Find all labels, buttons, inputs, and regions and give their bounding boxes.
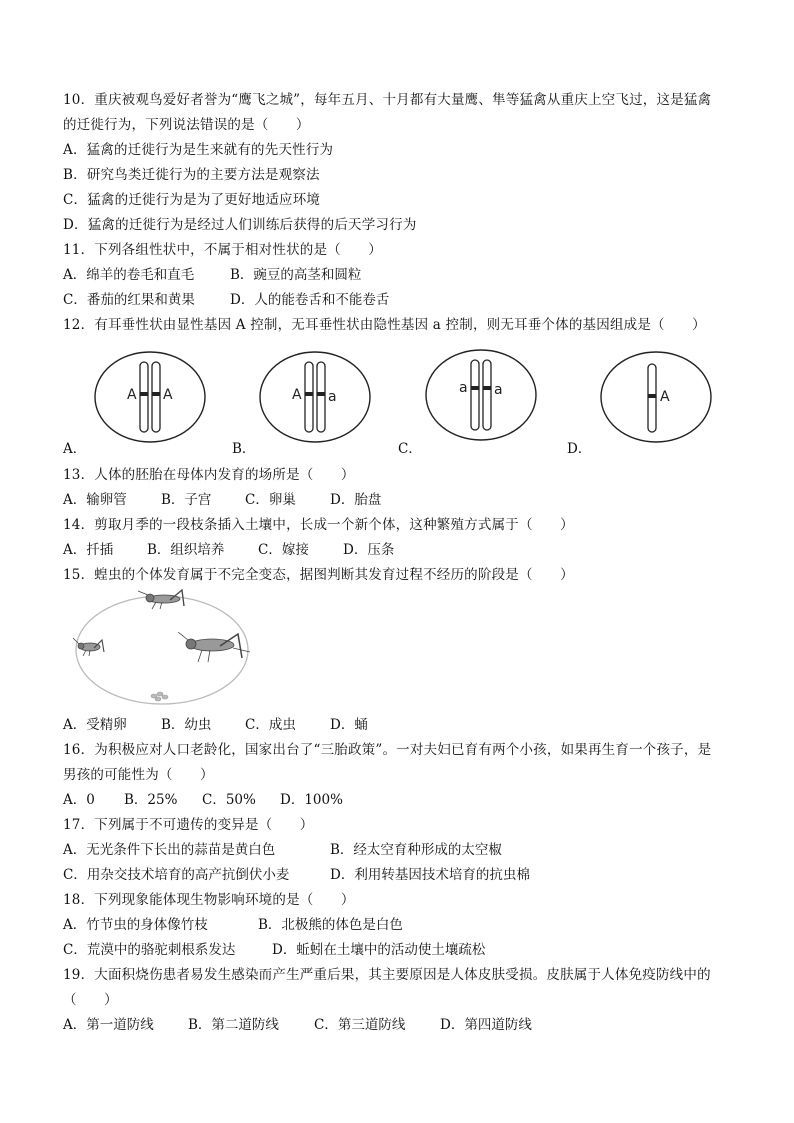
q17-option-b: B．经太空育种形成的太空椒	[330, 842, 502, 858]
q12-figc-left-allele: a	[459, 380, 468, 396]
q11-option-b: B．豌豆的高茎和圆粒	[230, 267, 362, 283]
q14-option-a: A．扦插	[63, 542, 114, 558]
q12-figa-right-allele: A	[163, 387, 173, 403]
q13-option-a: A．输卵管	[63, 492, 127, 508]
q11-option-a: A．绵羊的卷毛和直毛	[63, 267, 195, 283]
q12-option-c: C．	[398, 441, 422, 457]
q16-option-b: B．25%	[124, 792, 178, 808]
q10-option-c: C．猛禽的迁徙行为是为了更好地适应环境	[63, 192, 321, 208]
q19-stem-line2: （ ）	[63, 992, 118, 1008]
q17-option-a: A．无光条件下长出的蒜苗是黄白色	[63, 842, 276, 858]
q13-stem: 13．人体的胚胎在母体内发育的场所是（ ）	[63, 467, 355, 483]
q16-stem-line2: 男孩的可能性为（ ）	[63, 767, 214, 783]
q16-option-a: A．0	[63, 792, 95, 808]
q12-figb-right-allele: a	[328, 389, 337, 405]
grasshopper-large-icon	[178, 632, 250, 662]
q15-option-c: C．成虫	[245, 717, 296, 733]
q17-option-d: D．利用转基因技术培育的抗虫棉	[330, 867, 530, 883]
q18-option-a: A．竹节虫的身体像竹枝	[63, 917, 208, 933]
q14-option-c: C．嫁接	[258, 542, 309, 558]
q14-stem: 14．剪取月季的一段枝条插入土壤中，长成一个新个体，这种繁殖方式属于（ ）	[63, 517, 574, 533]
q15-option-a: A．受精卵	[63, 717, 127, 733]
q19-option-c: C．第三道防线	[314, 1017, 406, 1033]
q12-option-a: A．	[63, 441, 87, 457]
grasshopper-adult-icon	[138, 590, 184, 609]
q17-stem: 17．下列属于不可遗传的变异是（ ）	[63, 817, 314, 833]
q18-stem: 18．下列现象能体现生物影响环境的是（ ）	[63, 892, 355, 908]
q10-stem-line1: 10．重庆被观鸟爱好者誉为“鹰飞之城”，每年五月、十月都有大量鹰、隼等猛禽从重庆上空飞过，这是猛禽	[63, 92, 712, 108]
q18-option-b: B．北极熊的体色是白色	[258, 917, 403, 933]
q13-option-d: D．胎盘	[330, 492, 382, 508]
q12-stem: 12．有耳垂性状由显性基因 A 控制，无耳垂性状由隐性基因 a 控制，则无耳垂个体的基因组成是（ ）	[63, 317, 706, 333]
q15-stem: 15．蝗虫的个体发育属于不完全变态，据图判断其发育过程不经历的阶段是（ ）	[63, 567, 574, 583]
q10-stem-line2: 的迁徙行为，下列说法错误的是（ ）	[63, 117, 310, 133]
q16-option-c: C．50%	[202, 792, 256, 808]
q15-option-b: B．幼虫	[161, 717, 212, 733]
q10-option-d: D．猛禽的迁徙行为是经过人们训练后获得的后天学习行为	[63, 217, 417, 233]
q13-option-b: B．子宫	[161, 492, 212, 508]
q15-option-d: D．蛹	[330, 717, 368, 733]
q12-figure-c	[424, 348, 538, 442]
q15-locust-lifecycle-figure	[70, 588, 260, 710]
q12-option-d: D．	[567, 441, 592, 457]
q19-option-d: D．第四道防线	[440, 1017, 532, 1033]
egg-mass-icon	[151, 692, 168, 701]
q11-option-d: D．人的能卷舌和不能卷舌	[230, 292, 390, 308]
q17-option-c: C．用杂交技术培育的高产抗倒伏小麦	[63, 867, 290, 883]
q12-figd-right-allele: A	[660, 389, 670, 405]
q11-stem: 11．下列各组性状中，不属于相对性状的是（ ）	[63, 242, 382, 258]
q12-figc-right-allele: a	[494, 382, 503, 398]
q16-stem-line1: 16．为积极应对人口老龄化，国家出台了“三胎政策”。一对夫妇已育有两个小孩，如果再生育一个孩子，是	[63, 742, 712, 758]
q19-option-b: B．第二道防线	[188, 1017, 279, 1033]
q10-option-a: A．猛禽的迁徙行为是生来就有的先天性行为	[63, 142, 334, 158]
q14-option-b: B．组织培养	[147, 542, 225, 558]
q12-figure-b	[258, 350, 372, 444]
q14-option-d: D．压条	[343, 542, 395, 558]
q12-figa-left-allele: A	[127, 387, 137, 403]
q19-stem-line1: 19．大面积烧伤患者易发生感染而产生严重后果，其主要原因是人体皮肤受损。皮肤属于人体免疫防线中的	[63, 967, 711, 983]
q12-figure-d	[599, 350, 713, 444]
q18-option-c: C．荒漠中的骆驼刺根系发达	[63, 942, 236, 958]
q12-option-b: B．	[232, 441, 256, 457]
q12-figb-left-allele: A	[292, 387, 302, 403]
q10-option-b: B．研究鸟类迁徙行为的主要方法是观察法	[63, 167, 320, 183]
q18-option-d: D．蚯蚓在土壤中的活动使土壤疏松	[272, 942, 486, 958]
q19-option-a: A．第一道防线	[63, 1017, 154, 1033]
q13-option-c: C．卵巢	[245, 492, 296, 508]
q11-option-c: C．番茄的红果和黄果	[63, 292, 195, 308]
q16-option-d: D．100%	[280, 792, 343, 808]
q12-figure-a	[93, 350, 207, 444]
